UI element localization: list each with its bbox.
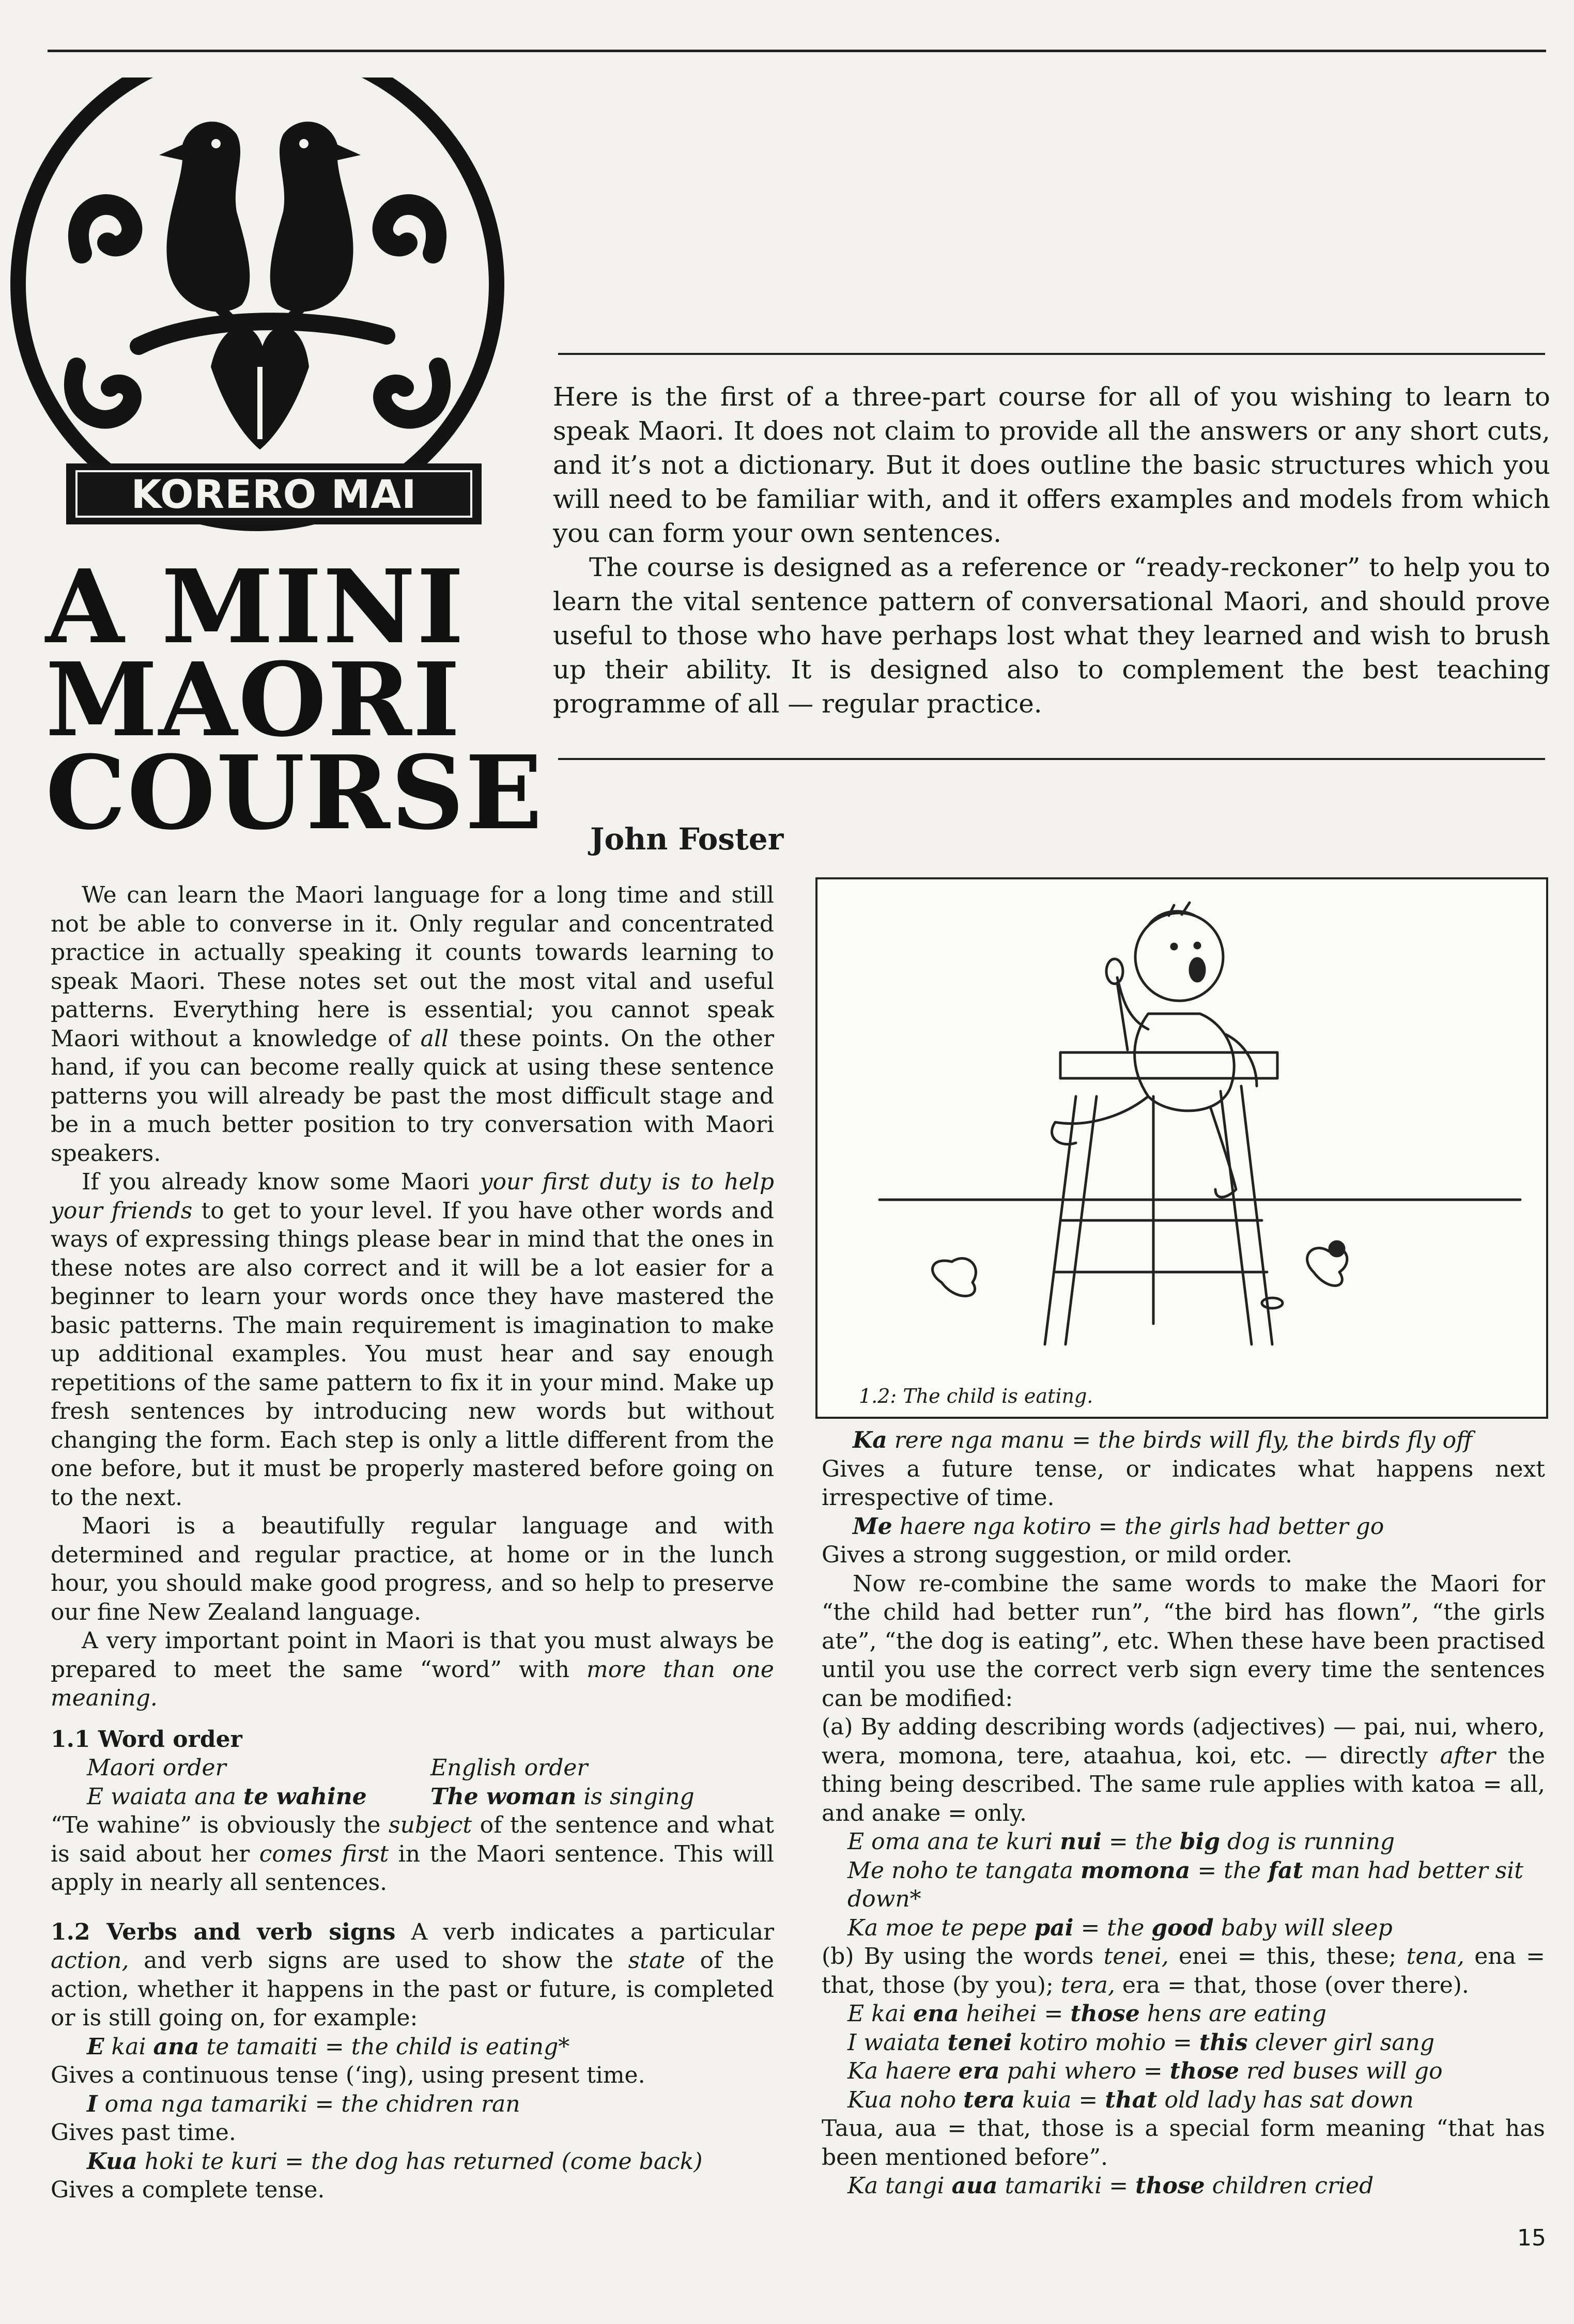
right-paragraph-a: (a) By adding describing words (adjectives) — pai, nui, whero, wera, momona, tere, ataahua, koi, etc. — directly after the thing being described. The same rule applies with katoa = all, and anake = only. [822,1714,1545,1826]
logo-banner [66,463,482,524]
top-rule [48,50,1546,52]
demonstrative-example-1: E kai ena heihei = those hens are eating [847,2001,1326,2027]
intro-paragraph-1: Here is the first of a three-part course for all of you wishing to learn to speak Maori. It does not claim to provide all the answers or any short cuts, and it’s not a dictionary. But it does outline the basic structures which you will need to be familiar with, and it offers examples and models from which you can form your own sentences. [553,382,1550,548]
verb-note-5: Gives a strong suggestion, or mild order. [822,1542,1293,1568]
verb-example-2: I oma nga tamariki = the chidren ran [87,2090,520,2117]
page-title [45,548,544,853]
intro-top-rule [558,353,1545,355]
verb-note-3: Gives a complete tense. [51,2177,325,2203]
left-column [51,881,774,2205]
adjective-example-3: Ka moe te pepe pai = the good baby will sleep [847,1914,1393,1941]
heading-word-order: 1.1 Word order [51,1726,242,1753]
right-column [822,1426,1545,2201]
author-byline: John Foster [590,822,784,857]
left-paragraph-3: Maori is a beautifully regular language and with determined and regular practice, at home or in the lunch hour, you should make good progress, and so help to preserve our fine New Zealand language. [51,1513,774,1625]
right-paragraph-1: Now re-combine the same words to make the Maori for “the child had better run”, “the bird has flown”, “the girls ate”, “the dog is eating”, etc. When these have been practised until you use the correct verb sign every time the sentences can be modified: [822,1570,1545,1712]
word-order-headers: Maori order English order [87,1755,588,1781]
verb-note-4: Gives a future tense, or indicates what happens next irrespective of time. [822,1455,1545,1511]
right-paragraph-taua: Taua, aua = that, those is a special form meaning “that has been mentioned before”. [822,2115,1545,2171]
figure-caption: 1.2: The child is eating. [859,1385,1093,1407]
left-paragraph-1: We can learn the Maori language for a long time and still not be able to converse in it. Only regular and concentrated practice in actually speaking it counts towards learning to speak Maori. These notes set out the most vital and useful patterns. Everything here is essential; you cannot speak Maori without a knowledge of all these points. On the other hand, if you can become really quick at using these sentence patterns you will already be past the most difficult stage and be in a much better position to try conversation with Maori speakers. [51,882,774,1167]
demonstrative-example-2: I waiata tenei kotiro mohio = this clever girl sang [847,2029,1435,2056]
right-paragraph-b: (b) By using the words tenei, enei = this, these; tena, ena = that, those (by you); tera, era = that, those (over there). [822,1943,1545,1998]
word-order-example: E waiata ana te wahine The woman is singing [87,1783,695,1810]
verb-example-1: E kai ana te tamaiti = the child is eating* [87,2033,570,2060]
title-line-3: COURSE [45,734,544,853]
verb-note-1: Gives a continuous tense (‘ing), using present time. [51,2062,645,2088]
verb-example-5: Me haere nga kotiro = the girls had better go [853,1513,1384,1540]
logo-banner-text: KORERO MAI [75,470,472,518]
title-line-1: A MINI [45,548,465,667]
demonstrative-example-4: Kua noho tera kuia = that old lady has sat down [847,2086,1414,2113]
adjective-example-1: E oma ana te kuri nui = the big dog is running [847,1829,1395,1855]
left-paragraph-4: A very important point in Maori is that you must always be prepared to meet the same “word” with more than one meaning. [51,1628,774,1711]
verb-example-4: Ka rere nga manu = the birds will fly, the birds fly off [853,1427,1473,1453]
intro-text [553,380,1550,721]
intro-paragraph-2: The course is designed as a reference or “ready-reckoner” to help you to learn the vital sentence pattern of conversational Maori, and should prove useful to those who have perhaps lost what they learned and wish to brush up their ability. It is designed also to complement the best teaching programme of all — regular practice. [553,552,1550,719]
left-paragraph-5: “Te wahine” is obviously the subject of the sentence and what is said about her comes first in the Maori sentence. This will apply in nearly all sentences. [51,1812,774,1896]
verb-note-2: Gives past time. [51,2119,236,2146]
intro-bottom-rule [558,758,1545,760]
title-line-2: MAORI [45,641,461,760]
verb-example-3: Kua hoki te kuri = the dog has returned (come back) [87,2148,703,2175]
page-number: 15 [1517,2225,1546,2251]
demonstrative-example-5: Ka tangi aua tamariki = those children cried [847,2173,1374,2199]
left-paragraph-2: If you already know some Maori your first duty is to help your friends to get to your level. If you have other words and ways of expressing things please bear in mind that the ones in these notes are also correct and it will be a lot easier for a beginner to learn your words once they have mastered the basic patterns. The main requirement is imagination to make up additional examples. You must hear and say enough repetitions of the same pattern to fix it in your mind. Make up fresh sentences by introducing new words but without changing the form. Each step is only a little different from the one before, but it must be properly mastered before going on to the next. [51,1169,774,1511]
adjective-example-2: Me noho te tangata momona = the fat man had better sit down* [847,1857,1523,1912]
demonstrative-example-3: Ka haere era pahi whero = those red buses will go [847,2058,1443,2084]
left-paragraph-6: 1.2 Verbs and verb signs A verb indicates a particular action, and verb signs are used to show the state of the action, whether it happens in the past or future, is completed or is still going on, for example: [51,1918,774,2031]
child-highchair-illustration-icon [817,879,1546,1375]
figure-child-eating [815,877,1548,1419]
